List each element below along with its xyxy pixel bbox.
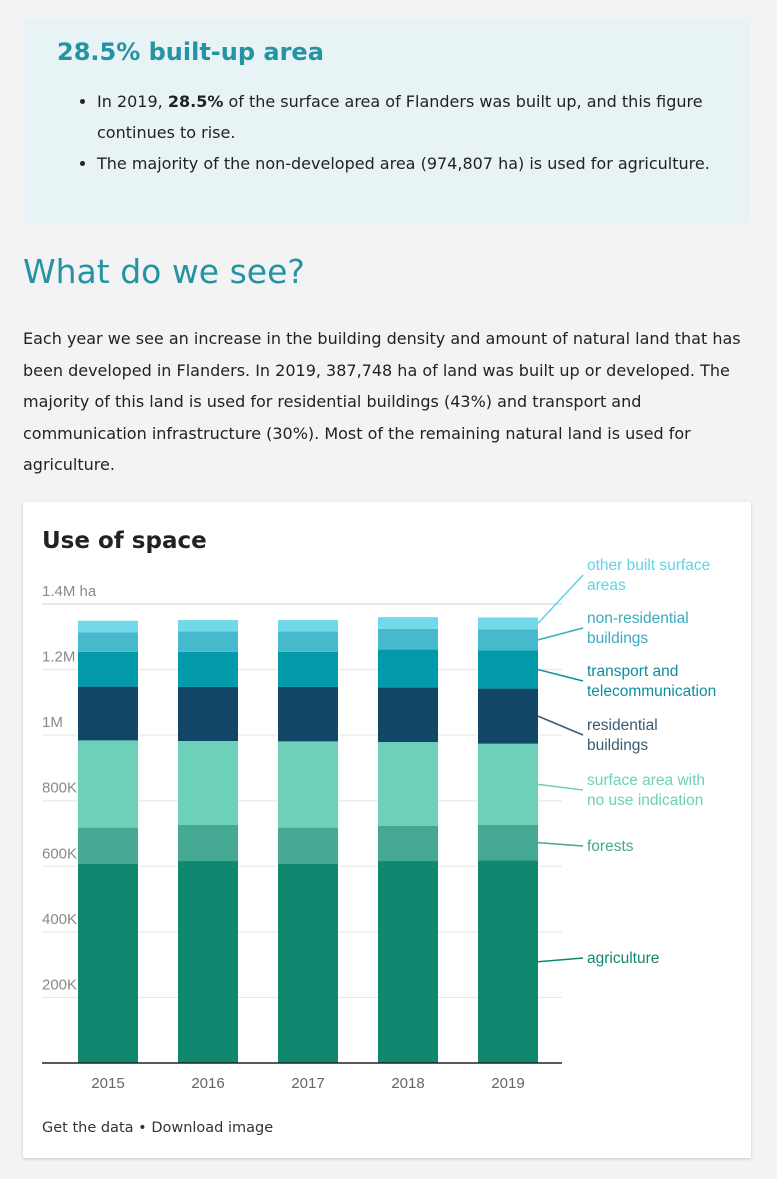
legend-leader-line [538,670,583,681]
use-of-space-chart [23,502,751,1112]
legend-leader-line [538,958,583,962]
chart-links [42,1120,273,1136]
legend-label-line: transport and [587,663,679,680]
legend-label-line: telecommunication [587,683,717,700]
link-separator: • [133,1120,152,1136]
bar-segment [378,650,438,688]
legend-label [587,950,659,967]
y-tick-label: 1.4M ha [42,583,97,600]
key-message-callout [23,18,750,223]
bar-segment [78,621,138,632]
legend-label-line: areas [587,577,626,594]
x-tick-label: 2016 [191,1075,225,1092]
bar-segment [278,632,338,652]
x-tick-label: 2019 [491,1075,525,1092]
legend-label-line: surface area with [587,772,706,789]
bar-segment [378,617,438,629]
callout-bullet-built-up: • In 2019, 28.5% of the surface area of Flanders was built up, and this figure continues to rise. [97,86,716,148]
legend-label-line: forests [587,838,634,855]
section-heading: What do we see? [23,252,305,291]
legend-label [587,557,710,594]
legend-label-line: no use indication [587,792,704,809]
bar-segment [478,744,538,825]
get-data-link[interactable]: Get the data [42,1120,134,1136]
bar-segment [278,864,338,1063]
callout-bullet-agriculture: • The majority of the non-developed area (974,807 ha) is used for agriculture. [97,148,716,179]
bar-segment [178,632,238,652]
bar-segment [478,629,538,650]
bar-segment [78,632,138,652]
legend-label [587,717,658,754]
legend-label-line: buildings [587,630,649,647]
legend-label-line: other built surface [587,557,711,574]
legend-leader-line [538,716,583,735]
x-tick-label: 2015 [91,1075,125,1092]
x-tick-label: 2018 [391,1075,425,1092]
chart-title: Use of space [42,528,207,554]
bar-segment [378,629,438,650]
legend-label-line: non-residential [587,610,689,627]
bar-segment [378,742,438,826]
legend-leader-line [538,628,583,640]
y-tick-label: 1M [42,714,63,732]
callout-title: 28.5% built-up area [57,38,324,66]
legend-label-line: buildings [587,737,649,754]
bar-segment [378,861,438,1063]
y-tick-label: 1.2M [42,648,76,666]
legend-leader-line [538,843,583,846]
chart-card [23,502,751,1158]
bar-segment [178,825,238,861]
bar-segment [478,689,538,744]
bar-segment [378,826,438,861]
bar-segment [78,652,138,687]
bar-segment [78,687,138,741]
bar-segment [378,687,438,742]
bar-segment [478,825,538,860]
bar-segment [278,687,338,741]
section-body: Each year we see an increase in the building density and amount of natural land that has been developed in Flanders. In 2019, 387,748 ha of land was built up or developed. The majority of this land is used for residential buildings (43%) and transport and communication infrastructure (30%). Most of the remaining natural land is used for agriculture. [23,329,741,474]
legend-label [587,838,634,855]
built-up-percentage: 28.5% [167,92,224,111]
y-tick-label: 600K [42,845,78,863]
legend-label [587,610,689,647]
bar-segment [78,828,138,864]
bar-segment [478,651,538,689]
legend-label-line: residential [587,717,658,734]
bar-segment [178,652,238,687]
y-tick-label: 200K [42,976,78,994]
bar-segment [278,652,338,687]
y-tick-label: 400K [42,910,78,928]
legend-label [587,772,705,809]
bar-segment [78,740,138,827]
bar-segment [178,687,238,741]
legend-label-line: agriculture [587,950,660,967]
bar-segment [278,741,338,827]
y-tick-label: 800K [42,779,78,797]
bar-segment [178,741,238,825]
x-tick-label: 2017 [291,1075,325,1092]
bar-segment [478,860,538,1063]
legend-leader-line [538,784,583,790]
bar-segment [278,620,338,631]
bar-segment [178,861,238,1063]
bar-segment [178,620,238,631]
callout-bullets [57,86,716,179]
legend-label [587,663,716,700]
legend-leader-line [538,575,583,623]
download-image-link[interactable]: Download image [151,1120,274,1136]
bar-segment [78,864,138,1063]
bar-segment [478,617,538,629]
bar-segment [278,828,338,864]
